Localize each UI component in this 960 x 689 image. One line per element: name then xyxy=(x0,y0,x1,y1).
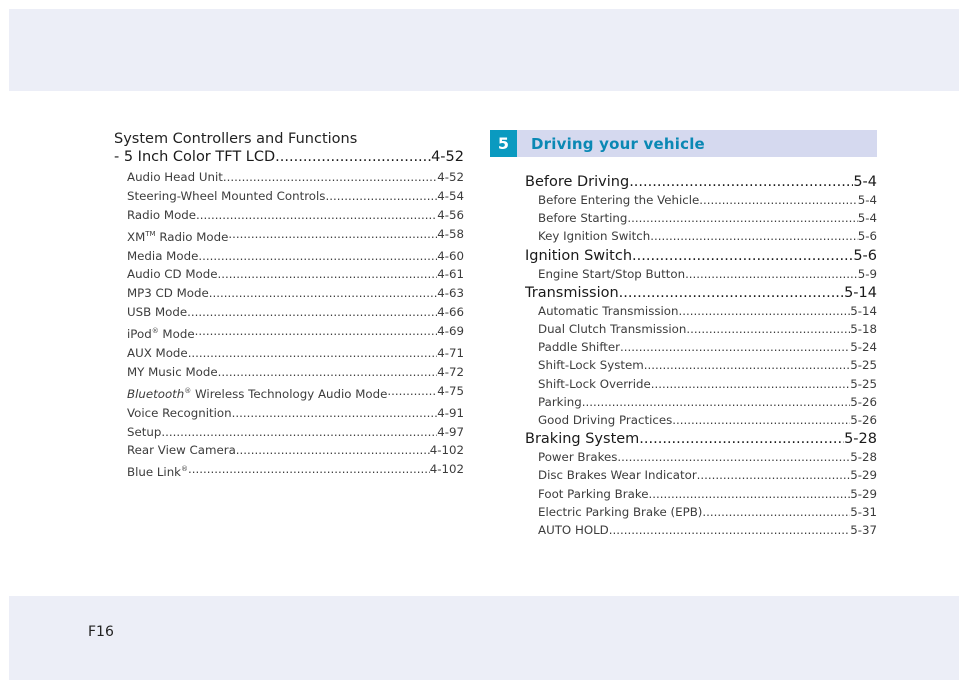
toc-item-label: Key Ignition Switch xyxy=(538,229,651,244)
toc-heading-label: Ignition Switch xyxy=(525,247,633,264)
leader-dots xyxy=(685,265,858,283)
leader-dots xyxy=(188,344,438,363)
page-number: F16 xyxy=(88,624,114,640)
leader-dots xyxy=(223,168,437,187)
leader-dots xyxy=(325,187,437,206)
toc-item-label: Foot Parking Brake xyxy=(538,486,649,501)
toc-item-label: Audio CD Mode xyxy=(127,267,218,282)
toc-item-label: Setup xyxy=(127,424,162,439)
toc-item-engine-start-stop[interactable] xyxy=(525,265,877,283)
toc-item-page: 4-52 xyxy=(437,170,464,184)
toc-item-label xyxy=(127,382,387,404)
toc-item-page: 5-26 xyxy=(850,394,877,409)
toc-item-label: Before Starting xyxy=(538,211,628,226)
toc-item-audio-cd-mode[interactable] xyxy=(114,265,464,284)
leader-dots xyxy=(627,209,857,227)
toc-item-page: 5-4 xyxy=(857,193,877,207)
toc-item-ipod-mode[interactable] xyxy=(114,322,464,344)
leader-dots xyxy=(387,382,437,404)
toc-item-rear-view-camera[interactable] xyxy=(114,441,464,460)
leader-dots xyxy=(619,284,844,302)
toc-item-page: 4-58 xyxy=(437,226,464,241)
toc-item-label: Paddle Shifter xyxy=(538,340,620,355)
toc-item-page: 5-37 xyxy=(850,523,877,538)
toc-item-label xyxy=(127,460,188,482)
toc-item-page: 4-63 xyxy=(437,286,464,301)
toc-item-label: MP3 CD Mode xyxy=(127,286,209,301)
toc-item-page: 4-54 xyxy=(437,188,464,203)
toc-item-page: 5-31 xyxy=(850,504,877,519)
toc-item-label: Engine Start/Stop Button xyxy=(538,266,686,281)
leader-dots xyxy=(639,430,844,448)
top-band xyxy=(9,9,959,91)
toc-item-label: Shift-Lock Override xyxy=(538,376,651,391)
toc-item-my-music-mode[interactable] xyxy=(114,363,464,382)
toc-item-page: 5-28 xyxy=(850,450,877,465)
toc-item-parking[interactable] xyxy=(525,393,877,411)
leader-dots xyxy=(187,303,437,322)
toc-item-usb-mode[interactable] xyxy=(114,303,464,322)
toc-item-label: Media Mode xyxy=(127,248,199,263)
chapter-title: Driving your vehicle xyxy=(531,134,705,153)
leader-dots xyxy=(232,404,438,423)
registered-mark: ® xyxy=(151,327,159,336)
toc-item-label: Disc Brakes Wear Indicator xyxy=(538,468,697,483)
toc-item-label: AUTO HOLD xyxy=(538,523,609,538)
toc-item-label-rest: Mode xyxy=(158,327,195,342)
toc-group-ignition-switch xyxy=(525,247,877,283)
toc-item-page: 5-24 xyxy=(850,340,877,355)
toc-heading-label: Before Driving xyxy=(525,174,630,190)
toc-item-audio-head-unit[interactable] xyxy=(114,168,464,187)
toc-item-label-main: iPod xyxy=(127,327,152,342)
toc-heading-page: 5-6 xyxy=(853,247,877,264)
toc-group-before-driving xyxy=(525,173,877,246)
leader-dots xyxy=(275,148,431,166)
toc-item-shift-lock-override[interactable] xyxy=(525,375,877,393)
toc-item-label: Shift-Lock System xyxy=(538,358,644,373)
leader-dots xyxy=(651,375,850,393)
toc-item-label: Automatic Transmission xyxy=(538,303,679,318)
leader-dots xyxy=(218,265,438,284)
leader-dots xyxy=(609,521,850,539)
toc-item-page: 4-61 xyxy=(437,267,464,282)
leader-dots xyxy=(198,247,437,266)
toc-item-label: Before Entering the Vehicle xyxy=(538,193,700,207)
toc-item-label-rest: Wireless Technology Audio Mode xyxy=(191,386,388,401)
toc-item-page: 4-102 xyxy=(429,462,464,477)
toc-item-label-main: Bluetooth xyxy=(127,386,185,401)
toc-item-page: 5-18 xyxy=(850,322,877,337)
toc-item-before-starting[interactable] xyxy=(525,209,877,227)
section-title-page: 4-52 xyxy=(431,149,464,165)
leader-dots xyxy=(161,423,437,442)
leader-dots xyxy=(620,338,850,356)
leader-dots xyxy=(236,441,430,460)
leader-dots xyxy=(196,206,437,225)
chapter-header xyxy=(490,130,877,157)
registered-mark: ® xyxy=(181,465,189,474)
toc-item-page: 5-14 xyxy=(850,303,877,318)
toc-item-label: Rear View Camera xyxy=(127,443,236,458)
toc-item-label: MY Music Mode xyxy=(127,364,218,379)
toc-item-media-mode[interactable] xyxy=(114,247,464,266)
leader-dots xyxy=(617,448,850,466)
toc-item-label: Dual Clutch Transmission xyxy=(538,322,687,337)
right-toc-column xyxy=(525,172,877,540)
toc-item-radio-mode[interactable] xyxy=(114,206,464,225)
toc-item-page: 4-91 xyxy=(437,405,464,420)
leader-dots xyxy=(632,247,853,265)
toc-item-power-brakes[interactable] xyxy=(525,448,877,466)
toc-item-label: USB Mode xyxy=(127,305,188,320)
bottom-band xyxy=(9,596,959,680)
leader-dots xyxy=(209,284,437,303)
toc-item-page: 4-72 xyxy=(437,364,464,379)
leader-dots xyxy=(218,363,438,382)
toc-item-automatic-transmission[interactable] xyxy=(525,302,877,320)
toc-heading-braking-system[interactable] xyxy=(525,430,877,448)
toc-group-transmission xyxy=(525,284,877,429)
toc-item-label: Electric Parking Brake (EPB) xyxy=(538,504,703,519)
toc-heading-before-driving[interactable] xyxy=(525,173,877,191)
registered-mark: ® xyxy=(184,386,192,395)
leader-dots xyxy=(188,460,430,482)
toc-item-page: 4-60 xyxy=(437,248,464,263)
toc-item-page: 5-9 xyxy=(857,266,877,281)
section-title[interactable] xyxy=(114,130,464,166)
leader-dots xyxy=(644,356,851,374)
leader-dots xyxy=(697,466,851,484)
toc-heading-page: 5-14 xyxy=(844,284,877,301)
section-title-line2: - 5 Inch Color TFT LCD xyxy=(114,149,276,165)
toc-item-steering-wheel-controls[interactable] xyxy=(114,187,464,206)
toc-item-disc-brakes-wear-indicator[interactable] xyxy=(525,466,877,484)
toc-item-paddle-shifter[interactable] xyxy=(525,338,877,356)
toc-item-mp3-cd-mode[interactable] xyxy=(114,284,464,303)
toc-item-page: 5-26 xyxy=(850,413,877,428)
toc-item-page: 4-56 xyxy=(437,207,464,222)
toc-item-label: Parking xyxy=(538,394,582,409)
toc-item-page: 5-29 xyxy=(850,486,877,501)
toc-item-voice-recognition[interactable] xyxy=(114,404,464,423)
leader-dots xyxy=(582,393,850,411)
leader-dots xyxy=(686,320,850,338)
left-toc-column xyxy=(114,130,464,482)
toc-item-label xyxy=(127,322,195,344)
section-title-line1: System Controllers and Functions xyxy=(114,131,358,147)
toc-item-page: 5-25 xyxy=(850,376,877,391)
leader-dots xyxy=(649,485,851,503)
toc-item-label: Radio Mode xyxy=(127,207,197,222)
toc-item-page: 5-6 xyxy=(857,229,877,244)
toc-item-bluetooth-audio-mode[interactable] xyxy=(114,382,464,404)
toc-item-page: 5-25 xyxy=(850,358,877,373)
toc-item-before-entering[interactable] xyxy=(525,191,877,209)
toc-item-page: 4-66 xyxy=(437,305,464,320)
toc-item-label: Voice Recognition xyxy=(127,405,232,420)
toc-item-blue-link[interactable] xyxy=(114,460,464,482)
toc-item-label: Audio Head Unit xyxy=(127,170,223,184)
toc-item-xm-radio-mode[interactable] xyxy=(114,225,464,247)
trademark-mark: TM xyxy=(145,229,156,238)
toc-heading-page: 5-4 xyxy=(853,174,877,190)
toc-item-good-driving-practices[interactable] xyxy=(525,411,877,429)
leader-dots xyxy=(678,302,850,320)
toc-item-label: Steering-Wheel Mounted Controls xyxy=(127,188,326,203)
toc-item-label-main: XM xyxy=(127,229,146,244)
toc-item-label: AUX Mode xyxy=(127,346,188,360)
toc-item-page: 4-69 xyxy=(437,324,464,339)
toc-item-page: 4-102 xyxy=(429,443,464,458)
toc-item-page: 4-71 xyxy=(437,346,464,360)
toc-heading-page: 5-28 xyxy=(844,431,877,448)
leader-dots xyxy=(195,322,438,344)
toc-item-dual-clutch-transmission[interactable] xyxy=(525,320,877,338)
toc-item-label: Good Driving Practices xyxy=(538,413,673,428)
toc-heading-label: Braking System xyxy=(525,431,640,448)
toc-heading-transmission[interactable] xyxy=(525,284,877,302)
leader-dots xyxy=(650,227,858,245)
leader-dots xyxy=(702,503,850,521)
toc-item-shift-lock-system[interactable] xyxy=(525,356,877,374)
toc-item-page: 4-75 xyxy=(437,383,464,398)
chapter-number: 5 xyxy=(490,130,517,157)
leader-dots xyxy=(629,173,853,191)
toc-item-label xyxy=(127,225,228,247)
toc-heading-ignition-switch[interactable] xyxy=(525,247,877,265)
toc-item-electric-parking-brake[interactable] xyxy=(525,503,877,521)
toc-item-key-ignition-switch[interactable] xyxy=(525,227,877,245)
toc-heading-label: Transmission xyxy=(525,284,619,301)
toc-item-page: 4-97 xyxy=(437,424,464,439)
toc-item-aux-mode[interactable] xyxy=(114,344,464,363)
toc-item-setup[interactable] xyxy=(114,423,464,442)
toc-item-label-rest: Radio Mode xyxy=(155,229,229,244)
toc-item-page: 5-29 xyxy=(850,468,877,483)
toc-item-label: Power Brakes xyxy=(538,450,618,465)
toc-item-label-main: Blue Link xyxy=(127,465,182,480)
leader-dots xyxy=(699,191,857,209)
toc-group-braking-system xyxy=(525,430,877,539)
toc-item-page: 5-4 xyxy=(857,211,877,226)
toc-item-auto-hold[interactable] xyxy=(525,521,877,539)
toc-item-foot-parking-brake[interactable] xyxy=(525,485,877,503)
leader-dots xyxy=(228,225,437,247)
leader-dots xyxy=(672,411,850,429)
